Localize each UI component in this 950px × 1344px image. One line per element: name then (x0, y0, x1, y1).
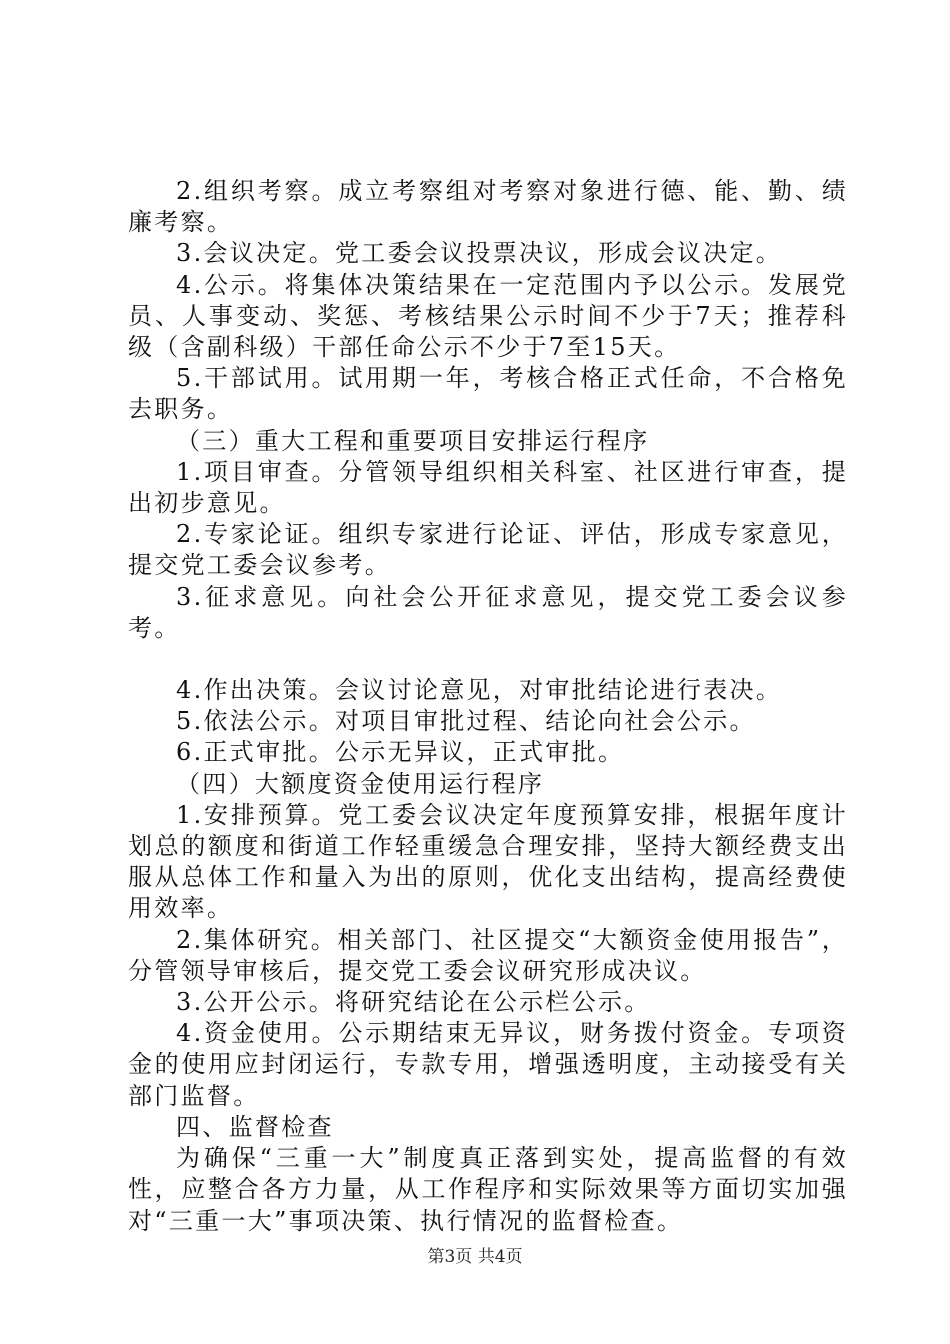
paragraph-cadre-inspection: 2.组织考察。成立考察组对考察对象进行德、能、勤、绩廉考察。 (128, 177, 848, 237)
section-heading-major-projects: （三）重大工程和重要项目安排运行程序 (176, 426, 650, 455)
section-heading-supervision: 四、监督检查 (176, 1112, 334, 1141)
document-body (128, 176, 848, 1237)
paragraph-budget: 1.安排预算。党工委会议决定年度预算安排，根据年度计划总的额度和街道工作轻重缓急合理安排，坚持大额经费支出服从总体工作和量入为出的原则，优化支出结构，提高经费使用效率。 (128, 800, 848, 923)
paragraph-meeting-decision: 3.会议决定。党工委会议投票决议，形成会议决定。 (176, 239, 783, 268)
paragraph-gap (128, 644, 848, 675)
paragraph-formal-approval: 6.正式审批。公示无异议，正式审批。 (176, 738, 625, 767)
paragraph-fund-usage: 4.资金使用。公示期结束无异议，财务拨付资金。专项资金的使用应封闭运行，专款专用，增强透明度，主动接受有关部门监督。 (128, 1019, 848, 1110)
paragraph-expert-review: 2.专家论证。组织专家进行论证、评估，形成专家意见，提交党工委会议参考。 (128, 520, 848, 580)
paragraph-public-notice: 3.公开公示。将研究结论在公示栏公示。 (176, 988, 651, 1017)
paragraph-make-decision: 4.作出决策。会议讨论意见，对审批结论进行表决。 (176, 676, 783, 705)
section-heading-large-funds: （四）大额度资金使用运行程序 (176, 769, 545, 798)
paragraph-solicit-opinions: 3.征求意见。向社会公开征求意见，提交党工委会议参考。 (128, 582, 848, 642)
page-number-footer: 第3页 共4页 (427, 1247, 523, 1267)
paragraph-cadre-trial: 5.干部试用。试用期一年，考核合格正式任命，不合格免去职务。 (128, 364, 848, 424)
paragraph-project-review: 1.项目审查。分管领导组织相关科室、社区进行审查，提出初步意见。 (128, 457, 848, 518)
paragraph-supervision: 为确保“三重一大”制度真正落到实处，提高监督的有效性，应整合各方力量，从工作程序和实际效果等方面切实加强对“三重一大”事项决策、执行情况的监督检查。 (128, 1144, 848, 1235)
paragraph-publicity: 4.公示。将集体决策结果在一定范围内予以公示。发展党员、人事变动、奖惩、考核结果公示时间不少于7天；推荐科级（含副科级）干部任命公示不少于7至15天。 (128, 270, 848, 362)
paragraph-legal-publicity: 5.依法公示。对项目审批过程、结论向社会公示。 (176, 707, 756, 736)
paragraph-collective-research: 2.集体研究。相关部门、社区提交“大额资金使用报告”，分管领导审核后，提交党工委会议研究形成决议。 (128, 925, 848, 985)
